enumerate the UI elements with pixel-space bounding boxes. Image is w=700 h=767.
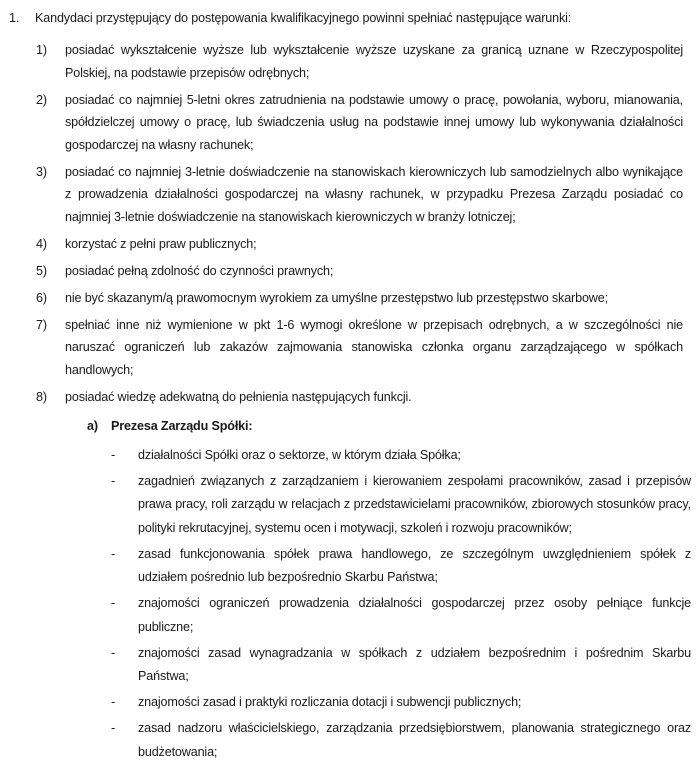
sub-item-letter: a)	[87, 418, 98, 433]
sub-item-heading	[0, 413, 700, 439]
bullet-dash: -	[111, 447, 116, 462]
main-item-text: Kandydaci przystępujący do postępowania kwalifikacyjnego powinni spełniać następujące warunki:	[35, 11, 572, 25]
main-item-number: 1.	[9, 11, 20, 25]
condition-item	[0, 260, 700, 283]
bullet-dash: -	[111, 596, 116, 610]
bullet-text: zasad funkcjonowania spółek prawa handlowego, ze szczególnym uwzględnieniem spółek z udziałem pośrednio lub bezpośrednio Skarbu Państwa;	[138, 546, 691, 584]
bullet-item	[0, 717, 700, 764]
condition-number: 4)	[36, 236, 47, 251]
condition-text: nie być skazanym/ą prawomocnym wyrokiem za umyślne przestępstwo lub przestępstwo skarbowe;	[65, 290, 608, 305]
bullet-text: zagadnień związanych z zarządzaniem i kierowaniem zespołami pracowników, zasad i przepisów prawa pracy, roli zarządu w relacjach z przedstawicielami pracowników, zbiorowych stosunków pracy, polityki rekrutacyjnej, systemu ocen i motywacji, szkoleń i rozwoju pracowników;	[138, 473, 691, 535]
condition-number: 6)	[36, 290, 47, 305]
bullet-item	[0, 444, 700, 468]
bullet-text: znajomości ograniczeń prowadzenia działalności gospodarczej przez osoby pełniące funkcje publiczne;	[138, 596, 691, 634]
condition-number: 1)	[36, 43, 47, 57]
bullet-item	[0, 592, 700, 639]
condition-number: 3)	[36, 164, 47, 179]
bullet-dash: -	[111, 645, 116, 660]
sub-item-title: Prezesa Zarządu Spółki:	[111, 418, 253, 433]
condition-text: posiadać co najmniej 5-letni okres zatrudnienia na podstawie umowy o pracę, powołania, wyboru, mianowania, spółdzielczej umowy o pracę, lub świadczenia usług na podstawie innej umowy lub wykonywania działalności gospodarczej na własny rachunek;	[65, 92, 683, 152]
conditions-list	[0, 39, 700, 767]
condition-text: posiadać wiedzę adekwatną do pełnienia następujących funkcji.	[65, 389, 412, 404]
condition-number: 5)	[36, 263, 47, 278]
knowledge-bullet-list	[0, 444, 700, 765]
condition-item	[0, 161, 700, 229]
condition-item	[0, 386, 700, 409]
condition-number: 8)	[36, 389, 47, 404]
condition-text: posiadać pełną zdolność do czynności prawnych;	[65, 263, 334, 278]
condition-text: posiadać wykształcenie wyższe lub wykształcenie wyższe uzyskane za granicą uznane w Rzeczypospolitej Polskiej, na podstawie przepisów odrębnych;	[65, 43, 683, 80]
condition-number: 2)	[36, 92, 47, 107]
bullet-text: znajomości zasad wynagradzania w spółkach z udziałem bezpośrednim i pośrednim Skarbu Państwa;	[138, 645, 691, 683]
bullet-item	[0, 543, 700, 590]
condition-text: posiadać co najmniej 3-letnie doświadczenie na stanowiskach kierowniczych lub samodzielnych albo wynikające z prowadzenia działalności gospodarczej na własny rachunek, w przypadku Prezesa Zarządu posiadać co najmniej 3-letnie doświadczenie na stanowiskach kierowniczych w branży lotniczej;	[65, 164, 683, 224]
bullet-text: działalności Spółki oraz o sektorze, w którym działa Spółka;	[138, 447, 461, 462]
bullet-text: znajomości zasad i praktyki rozliczania dotacji i subwencji publicznych;	[138, 695, 522, 709]
condition-text: spełniać inne niż wymienione w pkt 1-6 wymogi określone w przepisach odrębnych, a w szczególności nie naruszać ograniczeń lub zakazów zajmowania stanowiska członka organu zarządzającego w spółkach handlowych;	[65, 317, 683, 377]
condition-item	[0, 287, 700, 310]
bullet-dash: -	[111, 695, 116, 709]
condition-item	[0, 89, 700, 157]
bullet-dash: -	[111, 721, 116, 735]
bullet-item	[0, 691, 700, 715]
condition-number: 7)	[36, 317, 47, 332]
bullet-dash: -	[111, 546, 116, 561]
bullet-item	[0, 470, 700, 541]
condition-text: korzystać z pełni praw publicznych;	[65, 236, 257, 251]
condition-item	[0, 233, 700, 256]
bullet-dash: -	[111, 473, 116, 488]
condition-item	[0, 314, 700, 382]
bullet-item	[0, 642, 700, 689]
bullet-text: zasad nadzoru właścicielskiego, zarządzania przedsiębiorstwem, planowania strategicznego oraz budżetowania;	[138, 721, 691, 759]
condition-item	[0, 39, 700, 84]
